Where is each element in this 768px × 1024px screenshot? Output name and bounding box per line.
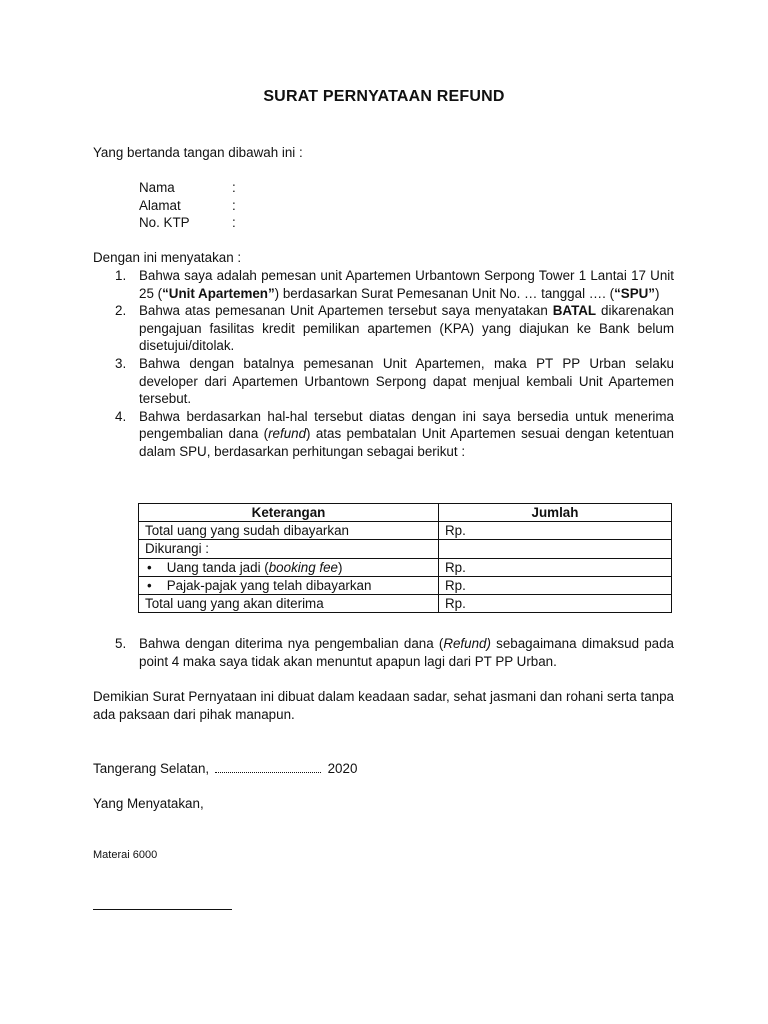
table-cell-label: • Uang tanda jadi (booking fee) [139,558,439,576]
point-number: 1. [115,268,127,283]
statement-point-5 [93,635,674,670]
table-cell-label: Total uang yang sudah dibayarkan [139,522,439,540]
identity-label: No. KTP [139,215,190,231]
point-number: 3. [115,355,127,371]
statement-heading: Dengan ini menyatakan : [93,250,242,265]
identity-row-address [139,197,236,215]
statement-point-4 [93,408,674,461]
place-date-line [93,760,357,778]
identity-block [139,179,236,232]
point-text: Bahwa dengan batalnya pemesanan Unit Apartemen, maka PT PP Urban selaku developer dari Apartemen Urbantown Serpong dapat menjual kembali Unit Apartemen tersebut. [139,355,674,407]
identity-separator: : [232,180,236,195]
identity-label: Alamat [139,197,181,213]
intro-text: Yang bertanda tangan dibawah ini : [93,145,303,160]
identity-separator: : [232,215,236,231]
table-header-jumlah: Jumlah [439,504,672,522]
point-text: Bahwa atas pemesanan Unit Apartemen tersebut saya menyatakan BATAL dikarenakan pengajuan fasilitas kredit pemilikan apartemen (KPA) yang diajukan ke Bank belum disetujui/ditolak. [139,303,674,354]
point-number: 4. [115,408,127,424]
year-text: 2020 [327,761,358,776]
table-cell-label: Total uang yang akan diterima [139,594,439,612]
table-cell-value: Rp. [439,594,672,612]
table-cell-value: Rp. [439,558,672,576]
refund-calculation-table [138,503,672,613]
point-text: Bahwa saya adalah pemesan unit Apartemen Urbantown Serpong Tower 1 Lantai 17 Unit 25 (“Unit Apartemen”) berdasarkan Surat Pemesanan Unit No. … tanggal …. (“SPU”) [139,268,674,301]
identity-separator: : [232,197,236,213]
table-row [139,594,672,612]
identity-row-ktp [139,214,236,232]
table-cell-value: Rp. [439,522,672,540]
table-header-keterangan: Keterangan [139,504,439,522]
closing-paragraph: Demikian Surat Pernyataan ini dibuat dalam keadaan sadar, sehat jasmani dan rohani serta tanpa ada paksaan dari pihak manapun. [93,689,674,722]
date-blank [215,760,321,773]
table-cell-label: • Pajak-pajak yang telah dibayarkan [139,576,439,594]
signer-label: Yang Menyatakan, [93,796,204,811]
materai-label: Materai 6000 [93,849,158,861]
table-row [139,558,672,576]
table-header-row [139,504,672,522]
table-row [139,576,672,594]
point-number: 5. [115,636,127,651]
table-row [139,540,672,558]
statement-points-1-4 [93,267,674,461]
identity-label: Nama [139,180,175,195]
document-title: SURAT PERNYATAAN REFUND [263,88,505,105]
statement-point-1 [93,267,674,302]
identity-row-name [139,179,236,197]
place-text: Tangerang Selatan, [93,761,210,776]
statement-point-2 [93,302,674,355]
signature-line [93,909,232,910]
point-number: 2. [115,303,127,319]
statement-point-3 [93,355,674,408]
point-text: Bahwa dengan diterima nya pengembalian dana (Refund) sebagaimana dimaksud pada point 4 maka saya tidak akan menuntut apapun lagi dari PT PP Urban. [139,636,674,669]
table-cell-label: Dikurangi : [139,540,439,558]
statement-points-5 [93,635,674,670]
point-text: Bahwa berdasarkan hal-hal tersebut diatas dengan ini saya bersedia untuk menerima pengembalian dana (refund) atas pembatalan Unit Apartemen sesuai dengan ketentuan dalam SPU, berdasarkan perhitungan sebagai berikut : [139,408,674,459]
bullet-icon: • [147,559,152,575]
bullet-icon: • [147,577,152,593]
table-row [139,522,672,540]
table-cell-value: Rp. [439,576,672,594]
table-cell-value [439,540,672,558]
